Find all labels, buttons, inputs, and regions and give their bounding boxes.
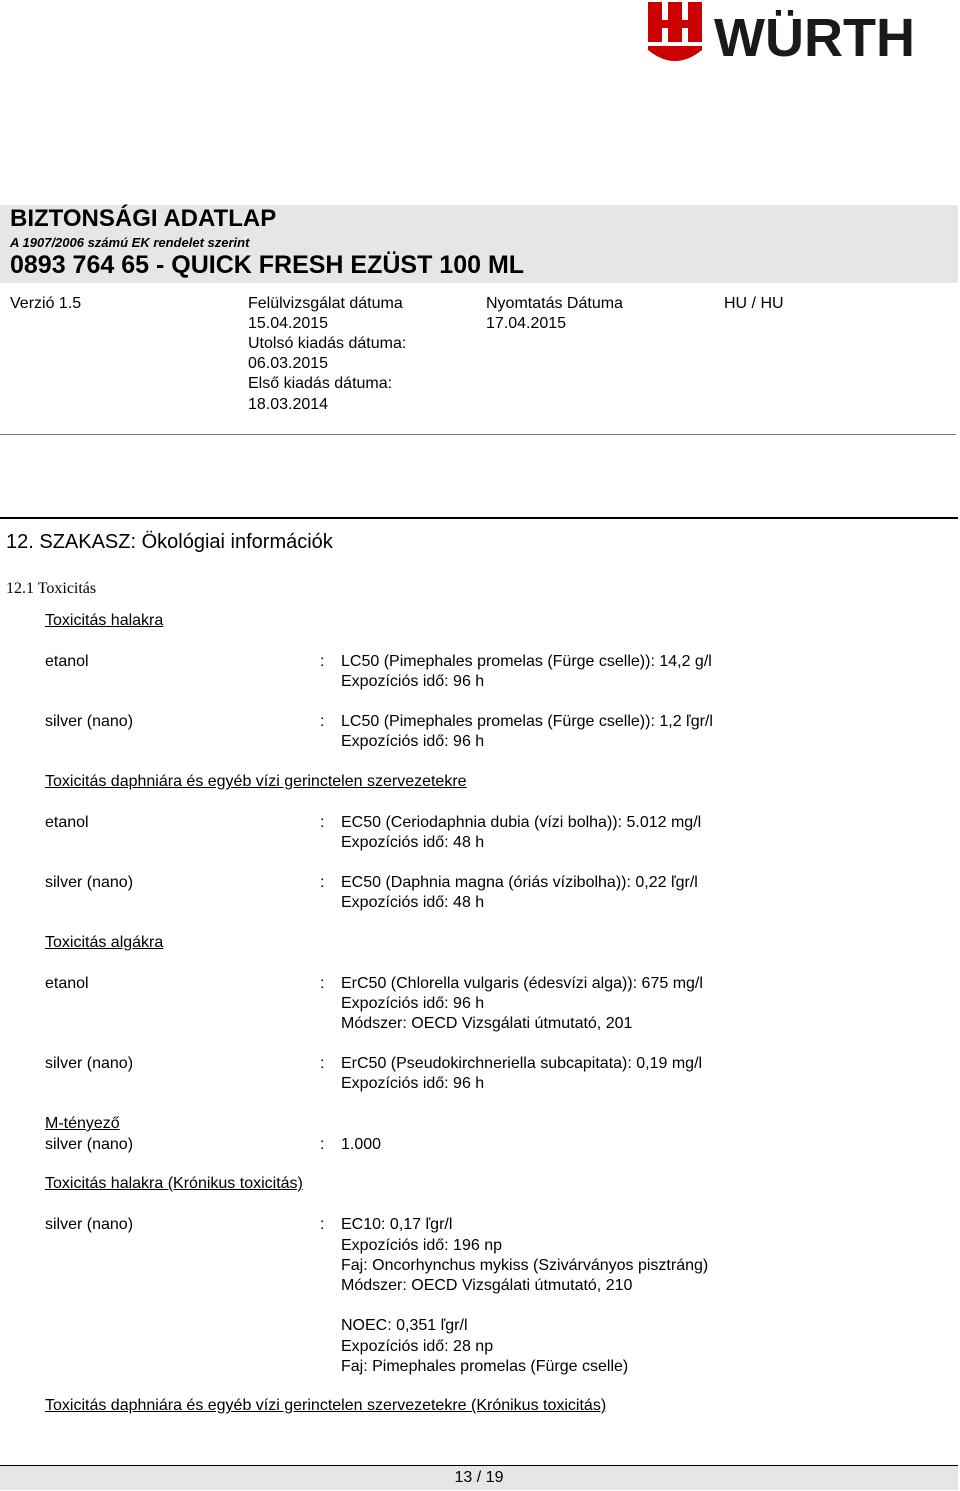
value-line: Expozíciós idő: 96 h <box>341 733 485 750</box>
value-line: EC10: 0,17 ľgr/l <box>341 1216 453 1233</box>
value-line: Expozíciós idő: 196 np <box>341 1237 502 1254</box>
revision-date: 15.04.2015 <box>248 315 329 332</box>
colon: : <box>320 874 325 891</box>
section-divider <box>0 517 958 519</box>
value-line: Módszer: OECD Vizsgálati útmutató, 210 <box>341 1277 633 1294</box>
version: Verzió 1.5 <box>10 295 82 312</box>
substance-label: silver (nano) <box>45 1136 134 1153</box>
product-name: 0893 764 65 - QUICK FRESH EZÜST 100 ML <box>10 251 525 279</box>
algae-heading: Toxicitás algákra <box>45 934 164 951</box>
print-label: Nyomtatás Dátuma <box>486 295 623 312</box>
substance-label: silver (nano) <box>45 1216 134 1233</box>
page-number: 13 / 19 <box>454 1469 504 1486</box>
document-title: BIZTONSÁGI ADATLAP <box>10 205 277 232</box>
value-line: Faj: Oncorhynchus mykiss (Szivárványos pisztráng) <box>341 1257 709 1274</box>
value-line: Módszer: OECD Vizsgálati útmutató, 201 <box>341 1015 633 1032</box>
colon: : <box>320 814 325 831</box>
value-line: ErC50 (Pseudokirchneriella subcapitata): 0,19 mg/l <box>341 1055 703 1072</box>
locale: HU / HU <box>724 295 784 312</box>
value-line: NOEC: 0,351 ľgr/l <box>341 1317 468 1334</box>
substance-label: silver (nano) <box>45 1055 134 1072</box>
first-issue-date: 18.03.2014 <box>248 396 329 413</box>
value-line: EC50 (Daphnia magna (óriás vízibolha)): 0,22 ľgr/l <box>341 874 698 891</box>
value-line: Faj: Pimephales promelas (Fürge cselle) <box>341 1358 629 1375</box>
substance-label: etanol <box>45 975 89 992</box>
last-issue-date: 06.03.2015 <box>248 355 329 372</box>
substance-label: silver (nano) <box>45 874 134 891</box>
value-line: Expozíciós idő: 48 h <box>341 834 485 851</box>
colon: : <box>320 1136 325 1153</box>
substance-label: etanol <box>45 814 89 831</box>
colon: : <box>320 975 325 992</box>
substance-label: etanol <box>45 653 89 670</box>
brand-text: WÜRTH <box>714 8 915 68</box>
section-title: 12. SZAKASZ: Ökológiai információk <box>6 531 333 553</box>
chronic-daphnia-heading: Toxicitás daphniára és egyéb vízi gerinctelen szervezetekre (Krónikus toxicitás) <box>45 1397 607 1414</box>
value-line: Expozíciós idő: 48 h <box>341 894 485 911</box>
fish-heading: Toxicitás halakra <box>45 612 164 629</box>
value-line: Expozíciós idő: 96 h <box>341 673 485 690</box>
mfactor-heading: M-tényező <box>45 1115 120 1132</box>
section-subtitle: 12.1 Toxicitás <box>6 580 97 597</box>
value-line: Expozíciós idő: 96 h <box>341 1075 485 1092</box>
colon: : <box>320 1055 325 1072</box>
substance-label: silver (nano) <box>45 713 134 730</box>
mfactor-value: 1.000 <box>341 1136 382 1153</box>
value-line: Expozíciós idő: 96 h <box>341 995 485 1012</box>
value-line: LC50 (Pimephales promelas (Fürge cselle)): 1,2 ľgr/l <box>341 713 713 730</box>
value-line: ErC50 (Chlorella vulgaris (édesvízi alga)): 675 mg/l <box>341 975 703 992</box>
print-date: 17.04.2015 <box>486 315 567 332</box>
value-line: Expozíciós idő: 28 np <box>341 1338 494 1355</box>
revision-label: Felülvizsgálat dátuma <box>248 295 403 312</box>
value-line: LC50 (Pimephales promelas (Fürge cselle)): 14,2 g/l <box>341 653 712 670</box>
chronic-fish-heading: Toxicitás halakra (Krónikus toxicitás) <box>45 1175 303 1192</box>
first-issue-label: Első kiadás dátuma: <box>248 375 393 392</box>
last-issue-label: Utolsó kiadás dátuma: <box>248 335 407 352</box>
colon: : <box>320 1216 325 1233</box>
regulation-subtitle: A 1907/2006 számú EK rendelet szerint <box>10 235 250 250</box>
value-line: EC50 (Ceriodaphnia dubia (vízi bolha)): 5.012 mg/l <box>341 814 702 831</box>
header-divider <box>0 434 956 435</box>
colon: : <box>320 713 325 730</box>
daphnia-heading: Toxicitás daphniára és egyéb vízi gerinctelen szervezetekre <box>45 773 467 790</box>
colon: : <box>320 653 325 670</box>
wurth-logo-icon <box>648 0 960 70</box>
